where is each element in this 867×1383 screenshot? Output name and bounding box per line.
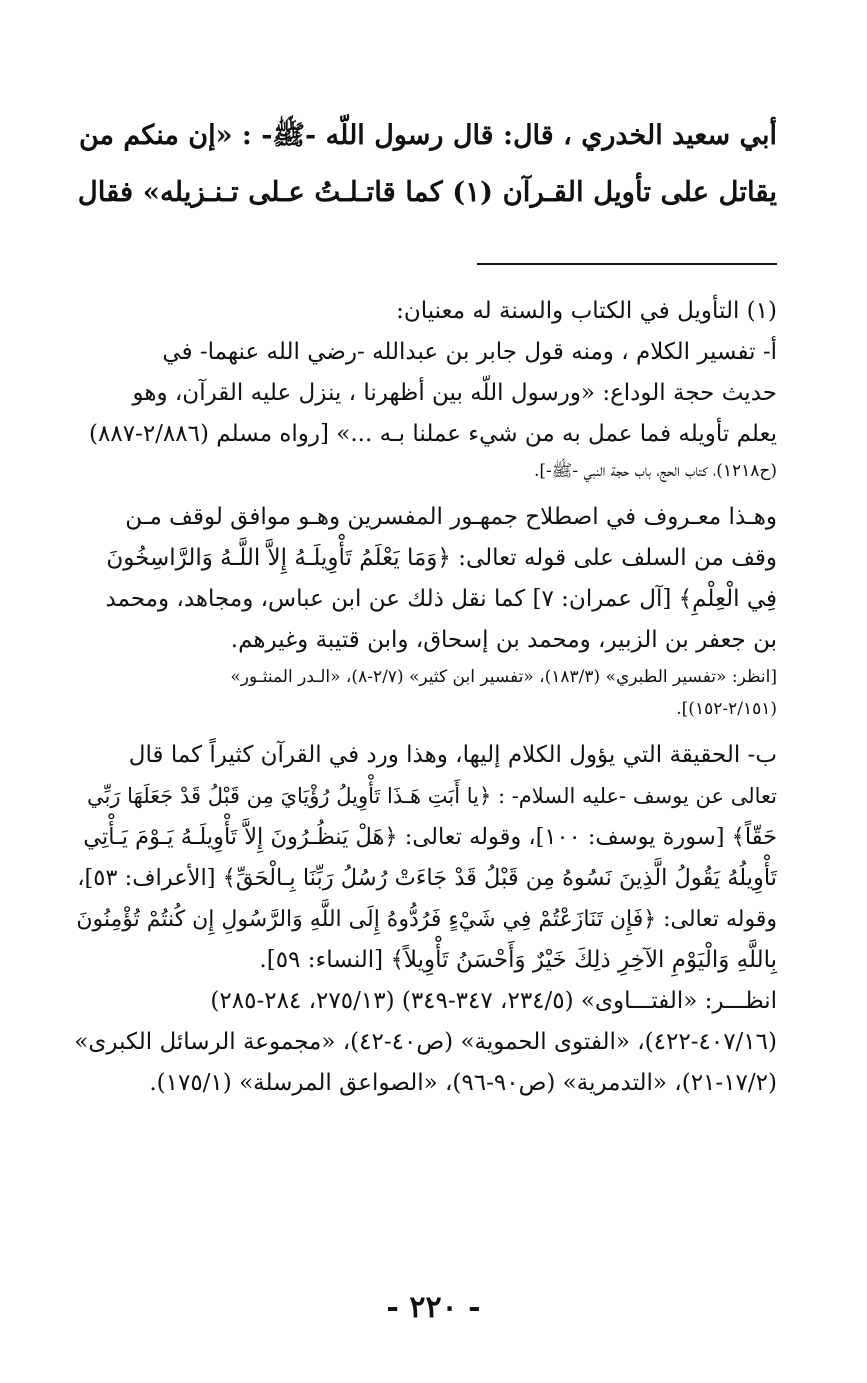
footnote-line: بِاللَّهِ وَالْيَوْمِ الآخِرِ ذلِكَ خَيْرٌ وَأَحْسَنُ تَأْوِيلاً﴾ [النساء: ٥٩].	[259, 947, 777, 973]
main-line-1: أبي سعيد الخدري ، قال: قال رسول اللّه -ﷺ- : «إن منكم من	[78, 120, 777, 151]
footnote-line: تَأْوِيلُهُ يَقُولُ الَّذِينَ نَسُوهُ مِن قَبْلُ قَدْ جَاءَتْ رُسُلُ رَبِّنَا بِـالْحَقِّ﴾ [الأعراف: ٥٣]،	[77, 865, 777, 891]
page-number: - ٢٢٠ -	[386, 1290, 481, 1325]
footnote	[72, 291, 777, 1104]
footnote-line: (١٧/٢-٢١)، «التدمرية» (ص٩٠-٩٦)، «الصواعق المرسلة» (١٧٥/١).	[149, 1070, 777, 1096]
footnote-line: تعالى عن يوسف -عليه السلام- : ﴿يا أَبَتِ هَـذَا تَأْوِيلُ رُؤْيَايَ مِن قَبْلُ قَدْ جَعَلَهَا رَبِّي	[86, 784, 777, 808]
footnote-line: وقوله تعالى: ﴿فَإِن تَنَازَعْتُمْ فِي شَيْءٍ فَرُدُّوهُ إِلَى اللَّهِ وَالرَّسُولِ إِن كُنتُمْ تُؤْمِنُونَ	[76, 907, 777, 932]
footnote-separator	[477, 263, 777, 265]
footnote-source: [انظر: «تفسير الطبري» (١٨٣/٣)، «تفسير ابن كثير» (٢/٧-٨)، «الـدر المنثـور»	[230, 667, 777, 687]
footnote-line: (٤٠٧/١٦-٤٢٢)، «الفتوى الحموية» (ص٤٠-٤٢)، «مجموعة الرسائل الكبرى»	[74, 1029, 777, 1055]
footnote-line: انظـــر: «الفتـــاوى» (٢٣٤/٥، ٣٤٧-٣٤٩) (٢٧٥/١٣، ٢٨٤-٢٨٥)	[210, 988, 777, 1014]
footnote-line: فِي الْعِلْمِ﴾ [آل عمران: ٧] كما نقل ذلك عن ابن عباس، ومجاهد، ومحمد	[105, 586, 777, 612]
footnote-line: حديث حجة الوداع: «ورسول اللّه بين أظهرنا ، ينزل عليه القرآن، وهو	[132, 380, 777, 406]
footnote-line: يعلم تأويله فما عمل به من شيء عملنا بـه ...» [رواه مسلم (٢/٨٨٦-٨٨٧)	[89, 421, 777, 447]
footnote-line: وهـذا معـروف في اصطلاح جمهـور المفسرين وهـو موافق لوقف مـن	[125, 504, 777, 530]
footnote-header: (١) التأويل في الكتاب والسنة له معنيان:	[396, 298, 777, 324]
footnote-line: حَقّاً﴾ [سورة يوسف: ١٠٠]، وقوله تعالى: ﴿هَلْ يَنظُـرُونَ إِلاَّ تَأْوِيلَـهُ يَـوْمَ يَـأْتِي	[83, 824, 777, 850]
main-text	[72, 108, 777, 220]
main-line-2: يقاتل على تأويل القـرآن (١) كما قاتـلـتُ عـلى تـنـزيله» فقال	[77, 176, 777, 208]
footnote-source: (ح١٢١٨)، كتاب الحج، باب حجة النبي -ﷺ-].	[534, 461, 777, 481]
footnote-line: أ- تفسير الكلام ، ومنه قول جابر بن عبدالله -رضي الله عنهما- في	[162, 339, 777, 365]
footnote-line: ب- الحقيقة التي يؤول الكلام إليها، وهذا ورد في القرآن كثيراً كما قال	[128, 742, 777, 768]
footnote-line: بن جعفر بن الزبير، ومحمد بن إسحاق، وابن قتيبة وغيرهم.	[230, 627, 777, 653]
footnote-source: (٢/١٥١-١٥٢)].	[676, 699, 777, 719]
footnote-line: وقف من السلف على قوله تعالى: ﴿وَمَا يَعْلَمُ تَأْوِيلَـهُ إِلاَّ اللَّـهُ وَالرَّاسِخُونَ	[106, 545, 777, 571]
